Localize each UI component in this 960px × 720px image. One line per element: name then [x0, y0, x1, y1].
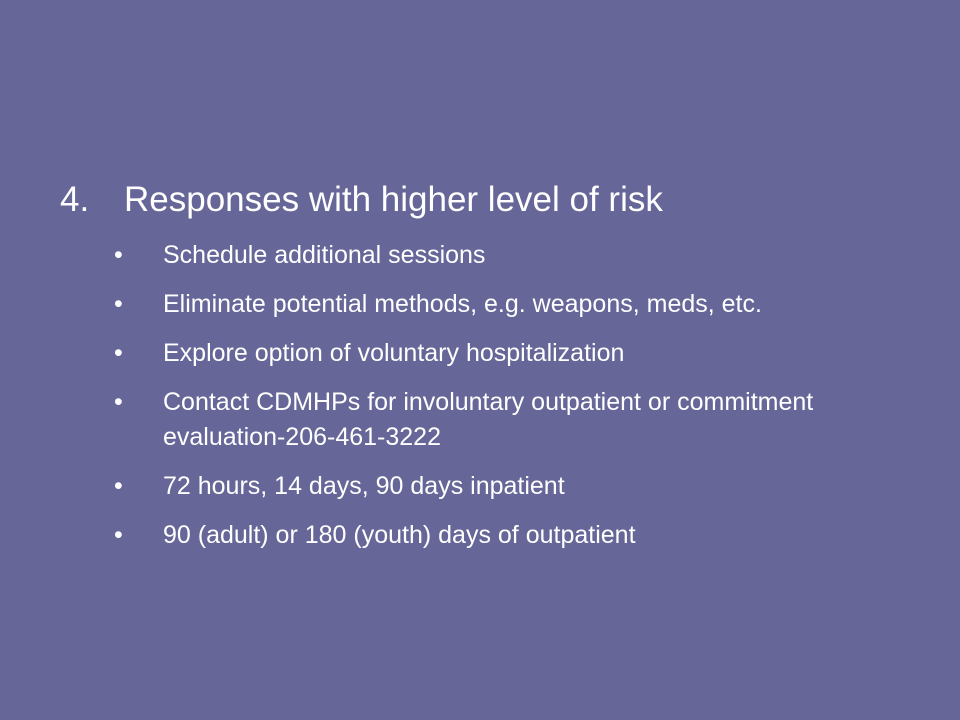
bullet-text: Contact CDMHPs for involuntary outpatient or commitment evaluation-206-461-3222: [163, 388, 814, 451]
bullet-item: [0, 238, 960, 273]
bullet-icon: •: [114, 241, 123, 269]
bullet-text: 72 hours, 14 days, 90 days inpatient: [163, 472, 565, 500]
bullet-item: [0, 336, 960, 371]
bullet-text: Explore option of voluntary hospitalization: [163, 339, 625, 367]
bullet-item: [0, 518, 960, 553]
bullet-text: 90 (adult) or 180 (youth) days of outpatient: [163, 521, 636, 549]
bullet-item: [0, 287, 960, 322]
bullet-icon: •: [114, 472, 123, 500]
bullet-text: Schedule additional sessions: [163, 241, 486, 269]
bullet-icon: •: [114, 290, 123, 318]
bullet-list: [0, 238, 960, 567]
bullet-item: [0, 385, 960, 455]
heading-number: 4.: [60, 180, 90, 219]
bullet-icon: •: [114, 521, 123, 549]
bullet-text: Eliminate potential methods, e.g. weapons, meds, etc.: [163, 290, 762, 318]
bullet-item: [0, 469, 960, 504]
bullet-icon: •: [114, 339, 123, 367]
bullet-icon: •: [114, 388, 123, 416]
heading-text: Responses with higher level of risk: [124, 180, 663, 219]
slide-heading: [60, 176, 940, 224]
